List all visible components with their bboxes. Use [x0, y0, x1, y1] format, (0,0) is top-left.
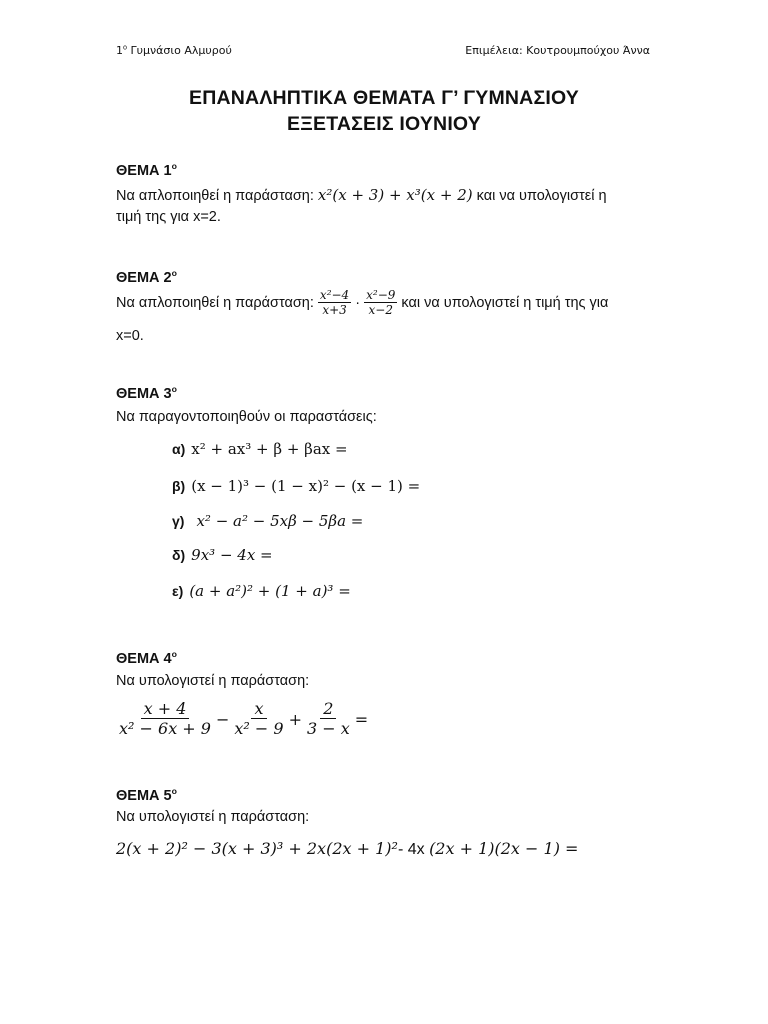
- item-c-label: γ): [172, 513, 185, 529]
- topic-2-text: [116, 288, 608, 318]
- topic-5-prefix: Να υπολογιστεί η παράσταση:: [116, 809, 310, 825]
- expression-part-a: 2(𝑥 + 2)² − 3(𝑥 + 3)³ + 2𝑥(2𝑥 + 1)²: [116, 839, 398, 858]
- topic-3-heading: [116, 386, 177, 402]
- fraction-1-denominator: x² − 6x + 9: [119, 719, 211, 739]
- fraction-3-denominator: 3 − x: [307, 719, 350, 739]
- fraction-1-numerator: x + 4: [141, 699, 190, 719]
- topic-3-title: ΘΕΜΑ 3: [116, 386, 172, 402]
- expression-part-c: (2𝑥 + 1)(2𝑥 − 1) =: [429, 839, 579, 858]
- expression-part-b: - 4x: [397, 841, 425, 858]
- topic-1-line2: τιμή της για x=2.: [116, 209, 221, 225]
- item-a-expression: x² + ax³ + β + βax =: [191, 440, 348, 458]
- fraction-1-denominator: x+3: [322, 303, 347, 318]
- topic-1-text: [116, 184, 607, 207]
- item-b-label: β): [172, 478, 186, 494]
- topic-3-item-c: [172, 512, 363, 530]
- topic-2-suffix: και να υπολογιστεί η τιμή της για: [401, 295, 609, 312]
- title-line-2: ΕΞΕΤΑΣΕΙΣ ΙΟΥΝΙΟΥ: [287, 113, 481, 135]
- topic-2-sup: ο: [171, 268, 177, 279]
- school-number-sup: ο: [123, 43, 128, 52]
- topic-2-title: ΘΕΜΑ 2: [116, 270, 172, 286]
- title-line-1: ΕΠΑΝΑΛΗΠΤΙΚΑ ΘΕΜΑΤΑ Γ’ ΓΥΜΝΑΣΙΟΥ: [188, 87, 580, 109]
- school-name: Γυμνάσιο Αλμυρού: [127, 44, 232, 57]
- topic-4-title: ΘΕΜΑ 4: [116, 651, 172, 667]
- item-d-expression: 9𝑥³ − 4𝑥 =: [191, 546, 273, 564]
- fraction-1-numerator: x²−4: [319, 288, 350, 302]
- topic-2-dot: ·: [355, 295, 361, 312]
- topic-3-item-d: [172, 546, 273, 564]
- topic-1-suffix: και να υπολογιστεί η: [476, 188, 607, 204]
- topic-3-item-e: [172, 582, 351, 600]
- topic-4-fraction-2: [231, 699, 286, 739]
- topic-3-prefix: Να παραγοντοποιηθούν οι παραστάσεις:: [116, 409, 377, 425]
- topic-2-fraction-1: [318, 288, 351, 318]
- item-e-label: ε): [172, 583, 184, 599]
- topic-2-fraction-2: [364, 288, 397, 318]
- topic-4-fraction-1: [116, 699, 214, 739]
- topic-1-title: ΘΕΜΑ 1: [116, 163, 172, 179]
- fraction-2-denominator: x−2: [368, 303, 393, 318]
- item-d-label: δ): [172, 547, 186, 563]
- item-a-label: α): [172, 441, 186, 457]
- topic-5-heading: [116, 788, 177, 804]
- topic-5-expression: [116, 838, 578, 861]
- topic-4-fraction-3: [304, 699, 353, 739]
- minus-sign: −: [215, 709, 230, 729]
- fraction-2-denominator: x² − 9: [234, 719, 284, 739]
- topic-2-heading: [116, 270, 177, 286]
- topic-3-sup: ο: [171, 384, 177, 395]
- plus-sign: +: [288, 709, 302, 729]
- fraction-2-numerator: x: [251, 699, 266, 719]
- item-e-expression: (𝑎 + 𝑎²)² + (1 + 𝑎)³ =: [189, 582, 351, 600]
- item-b-expression: (x − 1)³ − (1 − x)² − (x − 1) =: [191, 477, 421, 495]
- topic-5-sup: ο: [171, 786, 177, 797]
- topic-1-heading: [116, 163, 177, 179]
- topic-4-prefix: Να υπολογιστεί η παράσταση:: [116, 673, 310, 689]
- topic-1-sup: ο: [171, 161, 177, 172]
- topic-5-title: ΘΕΜΑ 5: [116, 788, 172, 804]
- topic-2-prefix: Να απλοποιηθεί η παράσταση:: [116, 295, 314, 312]
- topic-1-prefix: Να απλοποιηθεί η παράσταση:: [116, 188, 314, 204]
- topic-1-expression: 𝑥²(𝑥 + 3) + 𝑥³(𝑥 + 2): [317, 186, 473, 204]
- topic-4-sup: ο: [171, 649, 177, 660]
- topic-3-item-b: [172, 477, 420, 495]
- header-editor: Επιμέλεια: Κουτρουμπούχου Άννα: [465, 44, 650, 57]
- topic-3-item-a: [172, 440, 348, 458]
- header-school: [116, 44, 232, 57]
- fraction-2-numerator: x²−9: [366, 288, 396, 302]
- topic-4-expression: [116, 699, 370, 739]
- school-number: 1: [116, 44, 123, 57]
- equals-sign: =: [354, 709, 369, 729]
- topic-2-line2: x=0.: [116, 328, 144, 344]
- topic-4-heading: [116, 651, 177, 667]
- item-c-expression: 𝑥² − 𝑎² − 5𝑥𝛽 − 5𝛽𝑎 =: [196, 512, 364, 530]
- fraction-3-numerator: 2: [320, 699, 336, 719]
